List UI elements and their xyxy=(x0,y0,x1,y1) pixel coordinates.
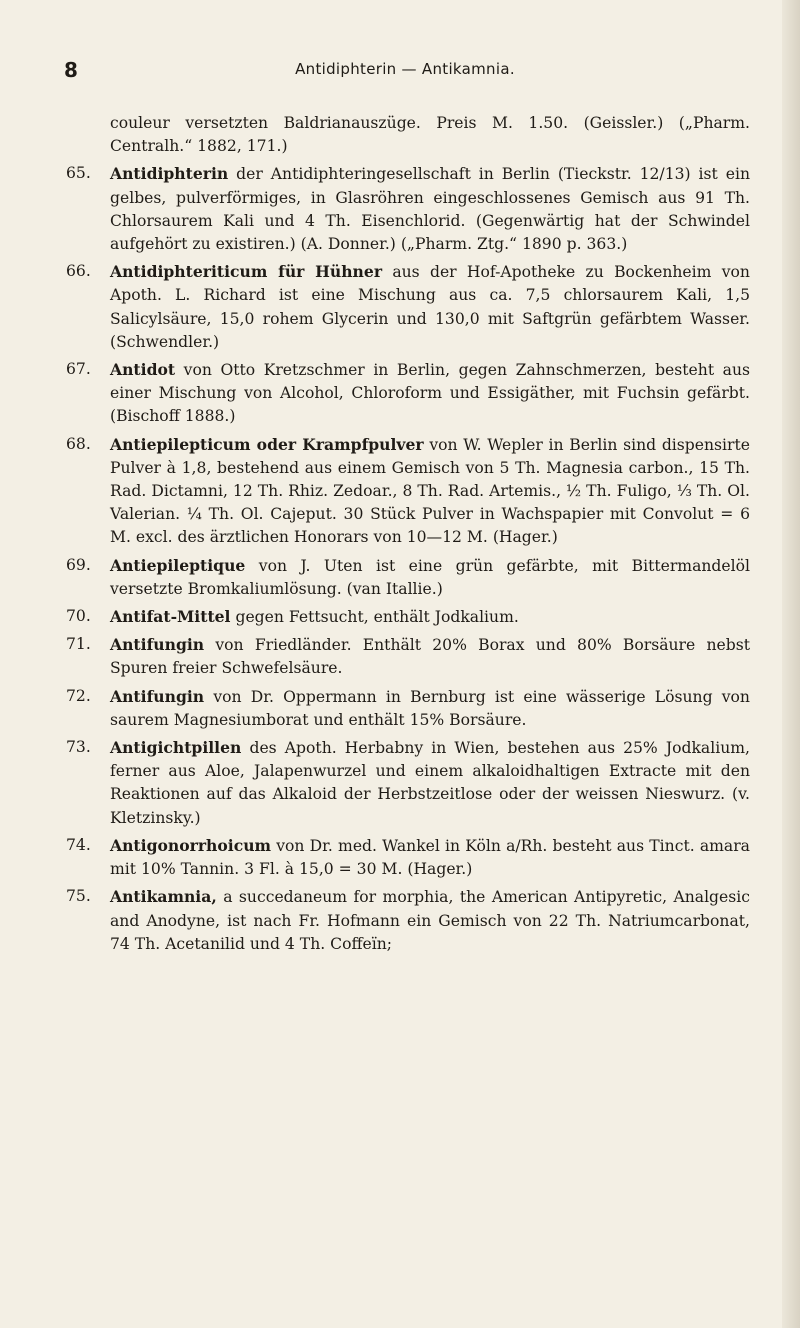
entry-text: von Dr. Oppermann in Bernburg ist eine wässerige Lösung von saurem Magnesiumborat und enthält 15% Borsäure. xyxy=(110,687,750,729)
entry xyxy=(66,605,750,629)
entry-number: 71. xyxy=(66,635,91,654)
entry-term: Antikamnia, xyxy=(110,887,217,907)
entry-number: 72. xyxy=(66,686,91,705)
entry-term: Antigichtpillen xyxy=(110,738,242,758)
entry-text: aus der Hof-Apotheke zu Bockenheim von Apoth. L. Richard ist eine Mischung aus ca. 7,5 chlorsaurem Kali, 1,5 Salicylsäure, 15,0 rohem Glycerin und 130,0 mit Saftgrün gefärbtem Wasser. (Schwendler.) xyxy=(110,263,750,351)
entry-number: 66. xyxy=(66,262,91,281)
entry-term: Antidiphteriticum für Hühner xyxy=(110,262,383,282)
continuation-text: couleur versetzten Baldrianauszüge. Preis M. 1.50. (Geissler.) („Pharm. Centralh.“ 1882, 171.) xyxy=(110,114,750,156)
entry-number: 68. xyxy=(66,434,91,453)
entry-number: 69. xyxy=(66,555,91,574)
entry-text: von J. Uten ist eine grün gefärbte, mit Bittermandelöl versetzte Bromkaliumlösung. (van Itallie.) xyxy=(110,556,750,598)
entry-number: 74. xyxy=(66,835,91,854)
entry-text: a succedaneum for morphia, the American Antipyretic, Analgesic and Anodyne, ist nach Fr. Hofmann ein Gemisch von 22 Th. Natriumcarbonat, 74 Th. Acetanilid und 4 Th. Coffeïn; xyxy=(110,888,750,953)
running-title: Antidiphterin — Antikamnia. xyxy=(295,60,515,78)
entry xyxy=(66,554,750,601)
entry xyxy=(66,633,750,680)
entry xyxy=(66,834,750,881)
entry xyxy=(66,685,750,732)
entry-text: von W. Wepler in Berlin sind dispensirte Pulver à 1,8, bestehend aus einem Gemisch von 5 Th. Magnesia carbon., 15 Th. Rad. Dictamni, 12 Th. Rhiz. Zedoar., 8 Th. Rad. Artemis., ½ Th. Fuligo, ⅓ Th. Ol. Valerian. ¼ Th. Ol. Cajeput. 30 Stück Pulver in Wachspapier mit Convolut = 6 M. excl. des ärztlichen Honorars von 10—12 M. (Hager.) xyxy=(110,435,750,547)
entry-term: Antigonorrhoicum xyxy=(110,835,272,855)
entry-number: 67. xyxy=(66,360,91,379)
entry-text: von Dr. med. Wankel in Köln a/Rh. besteht aus Tinct. amara mit 10% Tannin. 3 Fl. à 15,0 = 30 M. (Hager.) xyxy=(110,836,750,879)
entry-number: 75. xyxy=(66,887,91,906)
entry-text: des Apoth. Herbabny in Wien, bestehen aus 25% Jodkalium, ferner aus Aloe, Jalapenwurzel und einem alkaloidhaltigen Extracte mit den Reaktionen auf das Alkaloid der Herbstzeitlose oder der weissen Nieswurz. (v. Kletzinsky.) xyxy=(110,739,750,827)
page-number: 8 xyxy=(64,58,78,82)
entry-term: Antidot xyxy=(110,360,176,380)
entry-term: Antiepileptique xyxy=(110,555,246,575)
entry xyxy=(66,885,750,956)
entry-term: Antidiphterin xyxy=(110,164,229,184)
entry-term: Antifungin xyxy=(110,635,205,655)
entry-text: von Friedländer. Enthält 20% Borax und 80% Borsäure nebst Spuren freier Schwefelsäure. xyxy=(110,636,750,678)
entry-term: Antifat-Mittel xyxy=(110,607,231,627)
entry-term: Antifungin xyxy=(110,686,205,706)
page-header xyxy=(60,58,740,84)
entry xyxy=(66,162,750,256)
entry-number: 73. xyxy=(66,738,91,757)
entry-term: Antiepilepticum oder Krampfpulver xyxy=(110,434,424,454)
entry-number: 65. xyxy=(66,164,91,183)
entry-list xyxy=(66,162,750,956)
page-edge-shadow xyxy=(782,0,800,1328)
entry-text: von Otto Kretzschmer in Berlin, gegen Zahnschmerzen, besteht aus einer Mischung von Alcohol, Chloroform und Essigäther, mit Fuchsin gefärbt. (Bischoff 1888.) xyxy=(110,361,750,426)
entry xyxy=(66,260,750,354)
entry-text: gegen Fettsucht, enthält Jodkalium. xyxy=(235,608,519,627)
entry xyxy=(66,736,750,830)
entry xyxy=(66,433,750,550)
entry-text: der Antidiphteringesellschaft in Berlin (Tieckstr. 12/13) ist ein gelbes, pulverförmiges, in Glasröhren eingeschlossenes Gemisch aus 91 Th. Chlorsaurem Kali und 4 Th. Eisenchlorid. (Gegenwärtig hat der Schwindel aufgehört zu existiren.) (A. Donner.) („Pharm. Ztg.“ 1890 p. 363.) xyxy=(110,165,750,254)
page-body xyxy=(66,112,750,960)
entry xyxy=(66,358,750,429)
entry-number: 70. xyxy=(66,607,91,626)
